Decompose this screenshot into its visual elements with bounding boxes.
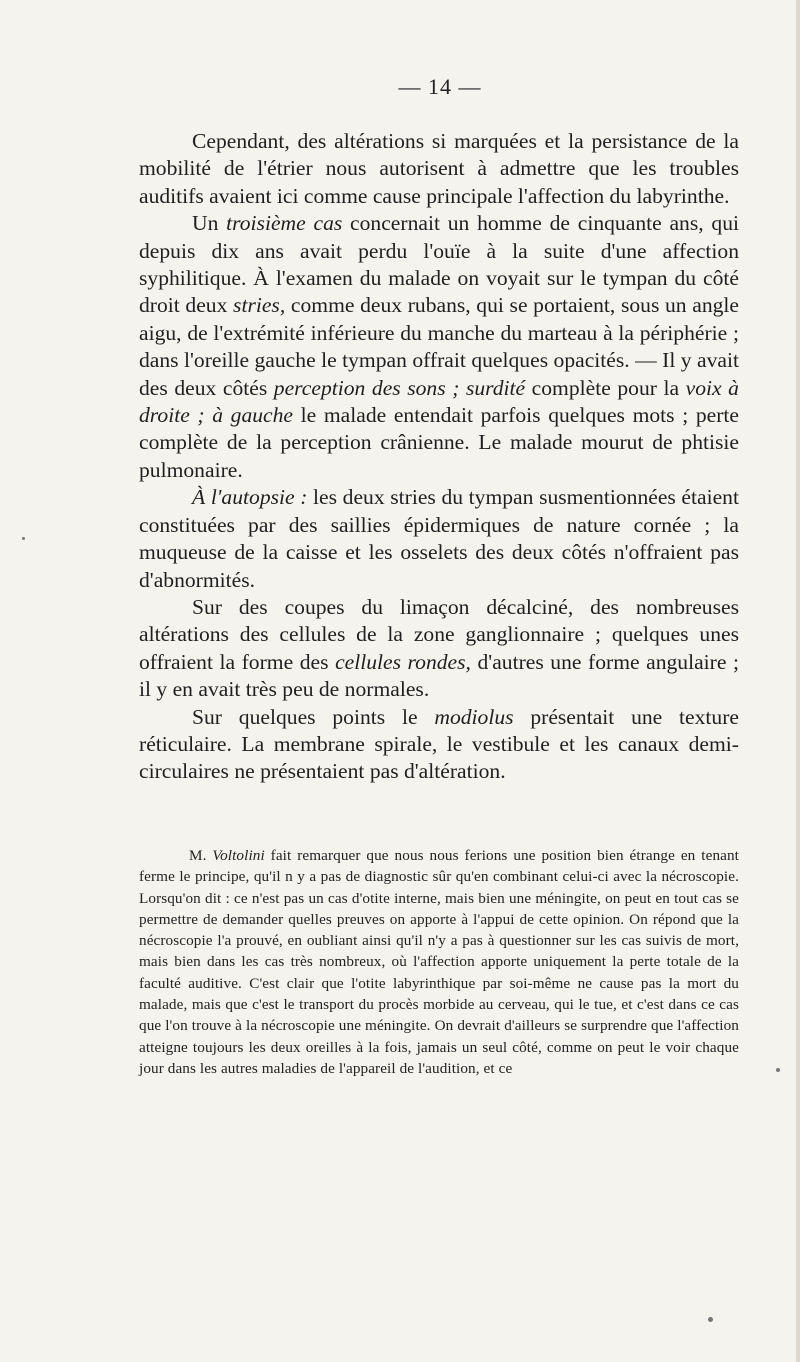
p2-italic-f: perception des sons ; surdité (273, 375, 526, 400)
p3-b: les deux stries du tympan susmentionnées étaient constituées par des saillies épidermiques de nature cornée ; la muqueuse de la caisse et les osselets des deux côtés n'offraient pas d'abnormités. (139, 485, 739, 592)
p2-italic-b: troisième cas (226, 211, 343, 236)
p1-text: Cependant, des altérations si marquées et la persistance de la mobilité de l'étrier nous autorisent à admettre que les troubles auditifs avaient ici comme cause principale l'affection du labyrinthe. (139, 129, 739, 208)
p2-a: Un (192, 211, 227, 236)
p2-e: comme deux rubans, qui se portaient, sous un angle aigu, de l'extrémité inférieure du manche du marteau à la périphérie ; dans l'oreille gauche le tympan offrait quelques opacités. — Il y avait des deux côtés (139, 293, 739, 400)
p2-italic-d: stries, (233, 293, 286, 318)
page-number: — 14 — (398, 74, 482, 99)
p4-c: d'autres une forme angulaire ; il y en avait très peu de normales. (139, 649, 740, 702)
p3-italic-a: À l'autopsie : (192, 485, 308, 510)
note-text: fait remarquer que nous nous ferions une position bien étrange en tenant ferme le principe, qu'il n y a pas de diagnostic sûr qu'en combinant celui-ci avec la nécroscopie. Lorsqu'on dit : ce n'est pas un cas d'otite interne, mais bien une méningite, on peut en tout cas se permettre de demander quelles preuves on apporte à l'appui de cette opinion. On répond que la nécroscopie l'a prouvé, en oubliant ainsi qu'il n'y a pas à questionner sur les cas suivis de mort, mais bien dans les cas très nombreux, où l'affection apporte uniquement la perte totale de la faculté auditive. C'est clair que l'otite labyrinthique par soi-même ne cause pas la mort du malade, mais que c'est le transport du procès morbide au cerveau, qui le tue, et c'est dans ce cas que l'on trouve à la nécroscopie une méningite. On devrait d'ailleurs se surprendre que l'affection atteigne toujours les deux oreilles à la fois, jamais un seul côté, comme on peut le voir chaque jour dans les autres maladies de l'appareil de l'audition, et ce (139, 847, 739, 1077)
note-paragraph (139, 845, 739, 1079)
paragraph-3 (139, 484, 739, 594)
print-speck (22, 537, 25, 540)
p4-italic-b: cellules rondes, (335, 649, 471, 674)
p4-a: Sur des coupes du limaçon décalciné, des nombreuses altérations des cellules de la zone ganglionnaire ; quelques unes offraient la forme des (139, 594, 739, 674)
paragraph-5 (139, 704, 739, 786)
p5-italic-b: modiolus (434, 704, 514, 729)
p5-c: présentait une texture réticulaire. La membrane spirale, le vestibule et les canaux demi-circulaires ne présentaient pas d'altération. (139, 704, 740, 784)
paragraph-1 (139, 128, 739, 210)
discussion-note (139, 845, 739, 1079)
paragraph-4 (139, 594, 739, 704)
note-a: M. (189, 847, 213, 864)
p2-italic-h: voix à droite ; à gauche (139, 375, 739, 428)
print-speck (708, 1317, 713, 1322)
note-speaker: Voltolini (212, 847, 265, 864)
page-edge (796, 0, 800, 1362)
p2-g: complète pour la (525, 375, 686, 400)
main-text (139, 128, 739, 786)
paragraph-2 (139, 210, 739, 484)
p2-c: concernait un homme de cinquante ans, qui depuis dix ans avait perdu l'ouïe à la suite d'une affection syphilitique. À l'examen du malade on voyait sur le tympan du côté droit deux (139, 211, 740, 318)
p2-i: le malade entendait parfois quelques mots ; perte complète de la perception crânienne. Le malade mourut de phtisie pulmonaire. (139, 403, 739, 482)
print-speck (776, 1068, 780, 1072)
p5-a: Sur quelques points le (192, 704, 435, 729)
